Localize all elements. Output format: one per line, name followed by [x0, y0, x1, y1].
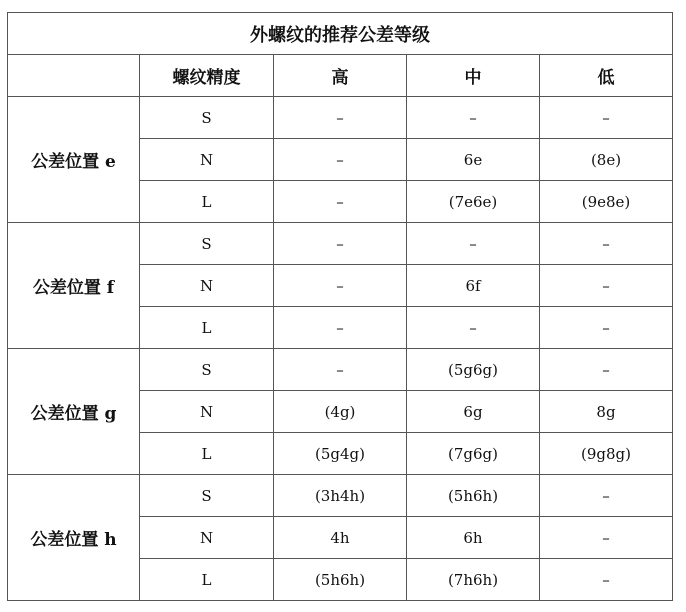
low-cell: –: [540, 475, 673, 517]
low-cell: –: [540, 559, 673, 601]
mid-cell: (5h6h): [407, 475, 540, 517]
mid-cell: 6f: [407, 265, 540, 307]
low-cell: (8e): [540, 139, 673, 181]
header-high: 高: [274, 55, 407, 97]
table-row: [8, 97, 673, 139]
group-label-e: 公差位置 e: [8, 97, 140, 223]
mid-cell: 6g: [407, 391, 540, 433]
length-cell: N: [140, 517, 274, 559]
mid-cell: –: [407, 97, 540, 139]
high-cell: (3h4h): [274, 475, 407, 517]
high-cell: –: [274, 223, 407, 265]
table-row: [8, 349, 673, 391]
high-cell: –: [274, 181, 407, 223]
mid-cell: (7h6h): [407, 559, 540, 601]
low-cell: (9e8e): [540, 181, 673, 223]
header-row: [8, 55, 673, 97]
header-low: 低: [540, 55, 673, 97]
mid-cell: (7g6g): [407, 433, 540, 475]
mid-cell: –: [407, 223, 540, 265]
mid-cell: (7e6e): [407, 181, 540, 223]
group-label-h: 公差位置 h: [8, 475, 140, 601]
high-cell: 4h: [274, 517, 407, 559]
high-cell: –: [274, 265, 407, 307]
header-corner-cell: [8, 55, 140, 97]
length-cell: S: [140, 97, 274, 139]
low-cell: –: [540, 223, 673, 265]
low-cell: –: [540, 517, 673, 559]
low-cell: (9g8g): [540, 433, 673, 475]
title-row: [8, 13, 673, 55]
mid-cell: (5g6g): [407, 349, 540, 391]
mid-cell: 6e: [407, 139, 540, 181]
high-cell: –: [274, 97, 407, 139]
group-label-g: 公差位置 g: [8, 349, 140, 475]
length-cell: N: [140, 391, 274, 433]
high-cell: (5h6h): [274, 559, 407, 601]
low-cell: –: [540, 97, 673, 139]
length-cell: L: [140, 181, 274, 223]
length-cell: S: [140, 475, 274, 517]
table-row: [8, 223, 673, 265]
table-title: 外螺纹的推荐公差等级: [8, 13, 673, 55]
table-row: [8, 475, 673, 517]
high-cell: –: [274, 349, 407, 391]
group-label-f: 公差位置 f: [8, 223, 140, 349]
low-cell: –: [540, 265, 673, 307]
length-cell: L: [140, 307, 274, 349]
high-cell: (4g): [274, 391, 407, 433]
length-cell: S: [140, 349, 274, 391]
tolerance-grade-table: [7, 12, 673, 601]
mid-cell: –: [407, 307, 540, 349]
high-cell: –: [274, 307, 407, 349]
length-cell: N: [140, 139, 274, 181]
low-cell: –: [540, 349, 673, 391]
length-cell: L: [140, 433, 274, 475]
low-cell: 8g: [540, 391, 673, 433]
mid-cell: 6h: [407, 517, 540, 559]
length-cell: L: [140, 559, 274, 601]
high-cell: (5g4g): [274, 433, 407, 475]
length-cell: N: [140, 265, 274, 307]
header-mid: 中: [407, 55, 540, 97]
header-precision-label: 螺纹精度: [140, 55, 274, 97]
low-cell: –: [540, 307, 673, 349]
length-cell: S: [140, 223, 274, 265]
high-cell: –: [274, 139, 407, 181]
